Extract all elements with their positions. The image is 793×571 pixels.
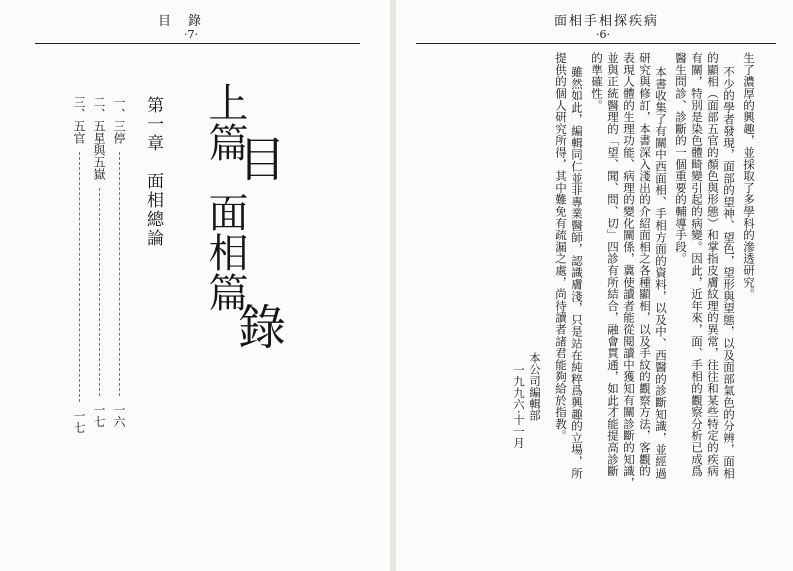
toc-leader [79, 152, 80, 402]
text-column: 提供的個人研究所得，其中難免有疏漏之處，尚待讀者諸君能夠給於指教。 [554, 52, 568, 442]
toc-entry[interactable] [72, 96, 86, 434]
text-column: 並與正統醫理的「望、聞、問、切」四診有所結合，融會貫通，如此才能提高診斷 [606, 52, 620, 477]
right-head-rule [416, 43, 776, 44]
section-title: 面相篇 [202, 192, 248, 312]
chapter-heading: 第一章 面相總論 [143, 96, 163, 248]
text-column: 的準確性。 [590, 52, 604, 111]
volume-title: 上篇 [202, 82, 248, 162]
right-running-head: 面相手相探疾病 [554, 14, 660, 29]
text-column: 的顯相（面部五官的顏色與形態）和掌指皮膚紋理的異常，往往和某些特定的疾病 [706, 52, 720, 477]
toc-entry-page: 一七 [72, 409, 86, 434]
left-page-number: ·7· [184, 28, 198, 41]
toc-leader [119, 152, 120, 396]
preface-date: 一九九六·十一月 [512, 364, 526, 449]
text-column: 不少的學者發現，面部的望神、望色，望形與望態，以及面部氣色的分辨，面相 [722, 66, 736, 479]
left-running-head: 目 錄 [158, 14, 204, 29]
big-title-char-2: 錄 [237, 300, 286, 356]
right-page-number: ·6· [596, 28, 610, 41]
text-column: 生了濃厚的興趣，並採取了多學科的滲透研究。 [742, 52, 756, 300]
signature: 本公司編輯部 [528, 352, 542, 421]
toc-leader [99, 188, 100, 396]
left-page [0, 0, 390, 571]
text-column: 有關，特別是染色體畸變引起的病變。因此，近年來，面、手相的觀察分析已成爲 [690, 52, 704, 477]
preface-text [511, 52, 757, 532]
toc-entry[interactable] [92, 96, 106, 428]
text-column: 雖然如此，編輯同仁並非專業醫師，認識膚淺，只是站在純粹爲興趣的立場，所 [570, 66, 584, 479]
big-title-char-1: 目 [237, 132, 286, 188]
left-head-rule [35, 43, 360, 44]
toc-entry[interactable] [112, 96, 126, 428]
toc-entry-page: 一七 [92, 403, 106, 428]
text-column: 本書收集了有關中西面相、手相方面的資料，以及中、西醫的診斷知識，並經過 [654, 66, 668, 479]
toc-entry-label: 一、三停 [112, 96, 126, 144]
toc-entry-label: 三、五官 [72, 96, 86, 144]
text-column: 研究與修訂，本書深入淺出的介紹面相之各種顯相，以及手紋的觀察方法，客觀的 [638, 52, 652, 477]
toc-entry-page: 一六 [112, 403, 126, 428]
right-page [396, 0, 793, 571]
text-column: 醫生問診、診斷的一個重要的輔導手段。 [674, 52, 688, 265]
text-column: 表現人體的生理功能、病理的變化關係，冀使讀者能從閱讀中獲知有關診斷的知識， [622, 52, 636, 489]
toc-entry-label: 二、五星與五嶽 [92, 96, 106, 180]
